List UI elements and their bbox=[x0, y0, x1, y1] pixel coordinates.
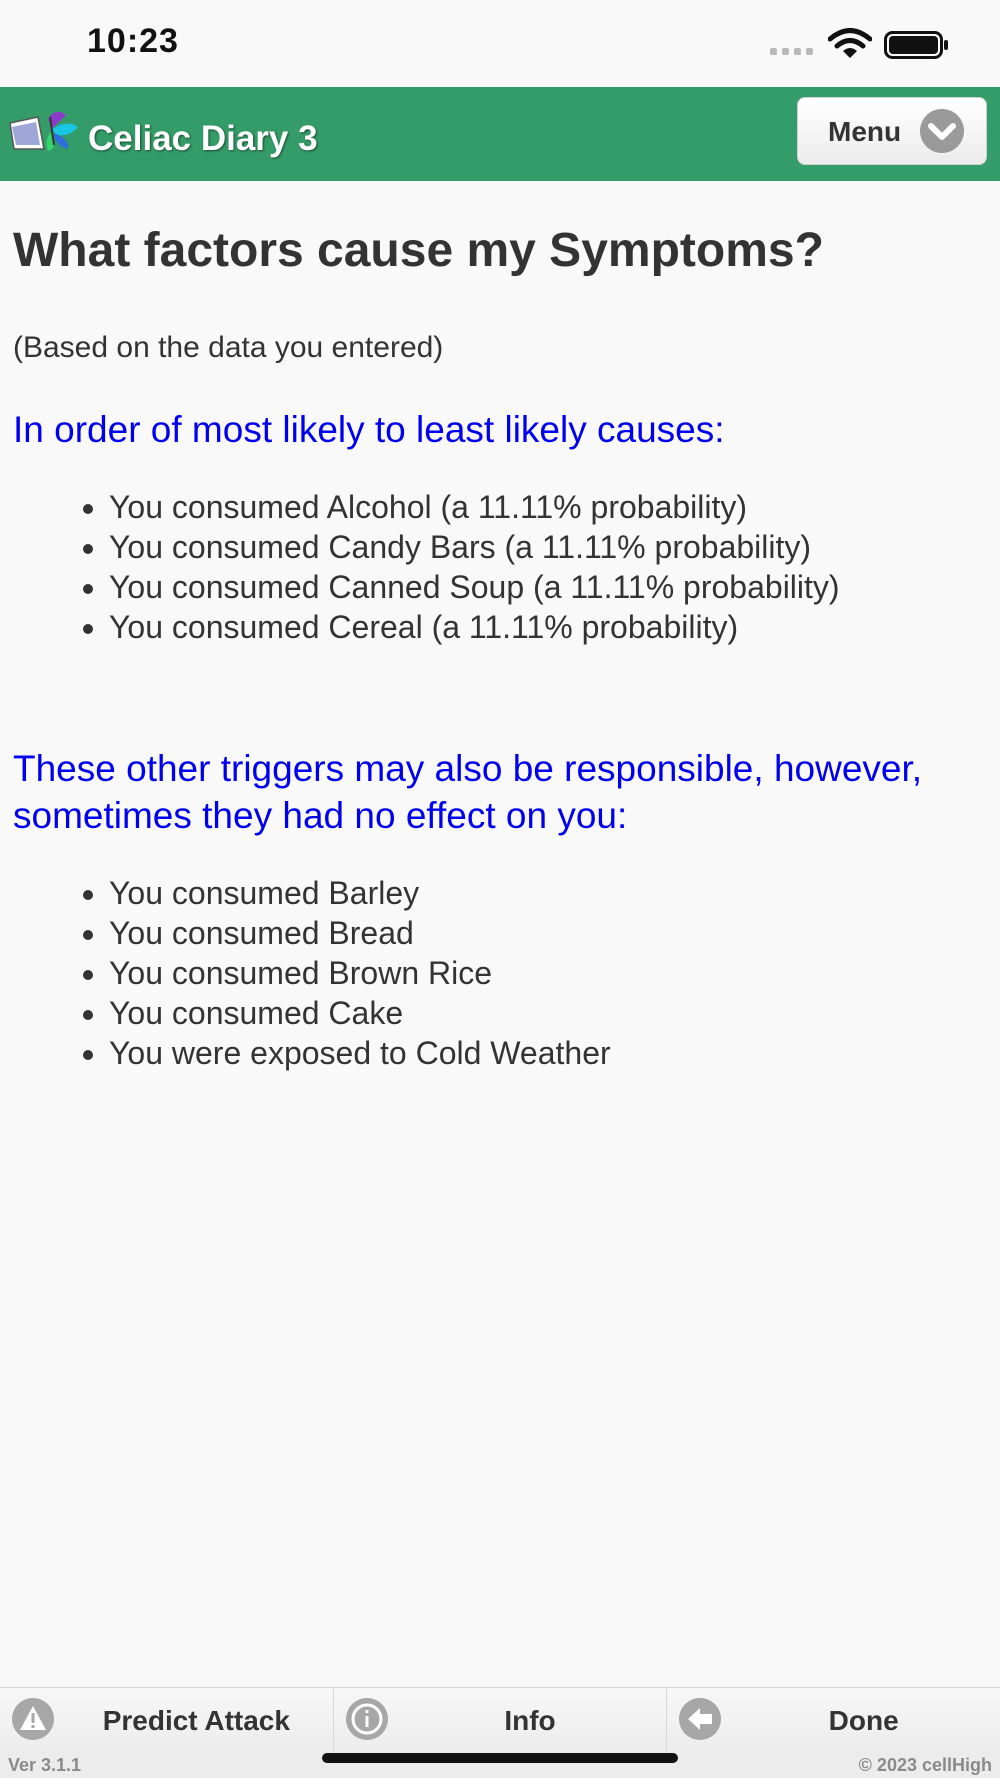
list-item: • You consumed Alcohol (a 11.11% probability) bbox=[109, 487, 988, 527]
app-header bbox=[0, 87, 1000, 181]
likely-causes-list bbox=[13, 487, 988, 647]
status-time: 10:23 bbox=[87, 22, 179, 60]
menu-button[interactable] bbox=[797, 97, 987, 165]
cellular-signal-icon bbox=[770, 48, 813, 55]
info-icon bbox=[346, 1698, 388, 1740]
list-item: • You consumed Barley bbox=[109, 873, 988, 913]
list-item: • You consumed Bread bbox=[109, 913, 988, 953]
likely-causes-heading: In order of most likely to least likely causes: bbox=[13, 409, 725, 450]
list-item: • You consumed Canned Soup (a 11.11% probability) bbox=[109, 567, 988, 607]
chevron-down-icon bbox=[920, 109, 964, 153]
list-item: • You consumed Candy Bars (a 11.11% probability) bbox=[109, 527, 988, 567]
app-title: Celiac Diary 3 bbox=[88, 119, 318, 158]
list-item: • You consumed Brown Rice bbox=[109, 953, 988, 993]
info-button[interactable] bbox=[334, 1688, 668, 1753]
page-title: What factors cause my Symptoms? bbox=[13, 224, 824, 277]
list-item: • You consumed Cake bbox=[109, 993, 988, 1033]
predict-attack-button[interactable] bbox=[0, 1688, 334, 1753]
butterfly-book-icon bbox=[8, 109, 82, 153]
page-subtitle: (Based on the data you entered) bbox=[13, 331, 444, 364]
other-triggers-list bbox=[13, 873, 988, 1073]
version-text: Ver 3.1.1 bbox=[8, 1755, 82, 1775]
other-triggers-heading: These other triggers may also be responsible, however, sometimes they had no effect on you: bbox=[13, 748, 923, 836]
status-bar bbox=[0, 0, 1000, 87]
menu-label: Menu bbox=[828, 116, 902, 147]
predict-attack-label: Predict Attack bbox=[102, 1705, 290, 1736]
list-item: • You were exposed to Cold Weather bbox=[109, 1033, 988, 1073]
back-arrow-icon bbox=[679, 1698, 721, 1740]
bottom-tab-bar bbox=[0, 1687, 1000, 1753]
copyright-text: © 2023 cellHigh bbox=[858, 1755, 992, 1775]
battery-icon bbox=[884, 30, 950, 60]
list-item: • You consumed Cereal (a 11.11% probability) bbox=[109, 607, 988, 647]
done-label: Done bbox=[828, 1705, 899, 1736]
done-button[interactable] bbox=[667, 1688, 1000, 1753]
home-indicator[interactable] bbox=[322, 1753, 678, 1763]
wifi-icon bbox=[828, 28, 872, 60]
warning-icon bbox=[12, 1698, 54, 1740]
main-content bbox=[13, 220, 988, 1073]
info-label: Info bbox=[504, 1705, 556, 1736]
